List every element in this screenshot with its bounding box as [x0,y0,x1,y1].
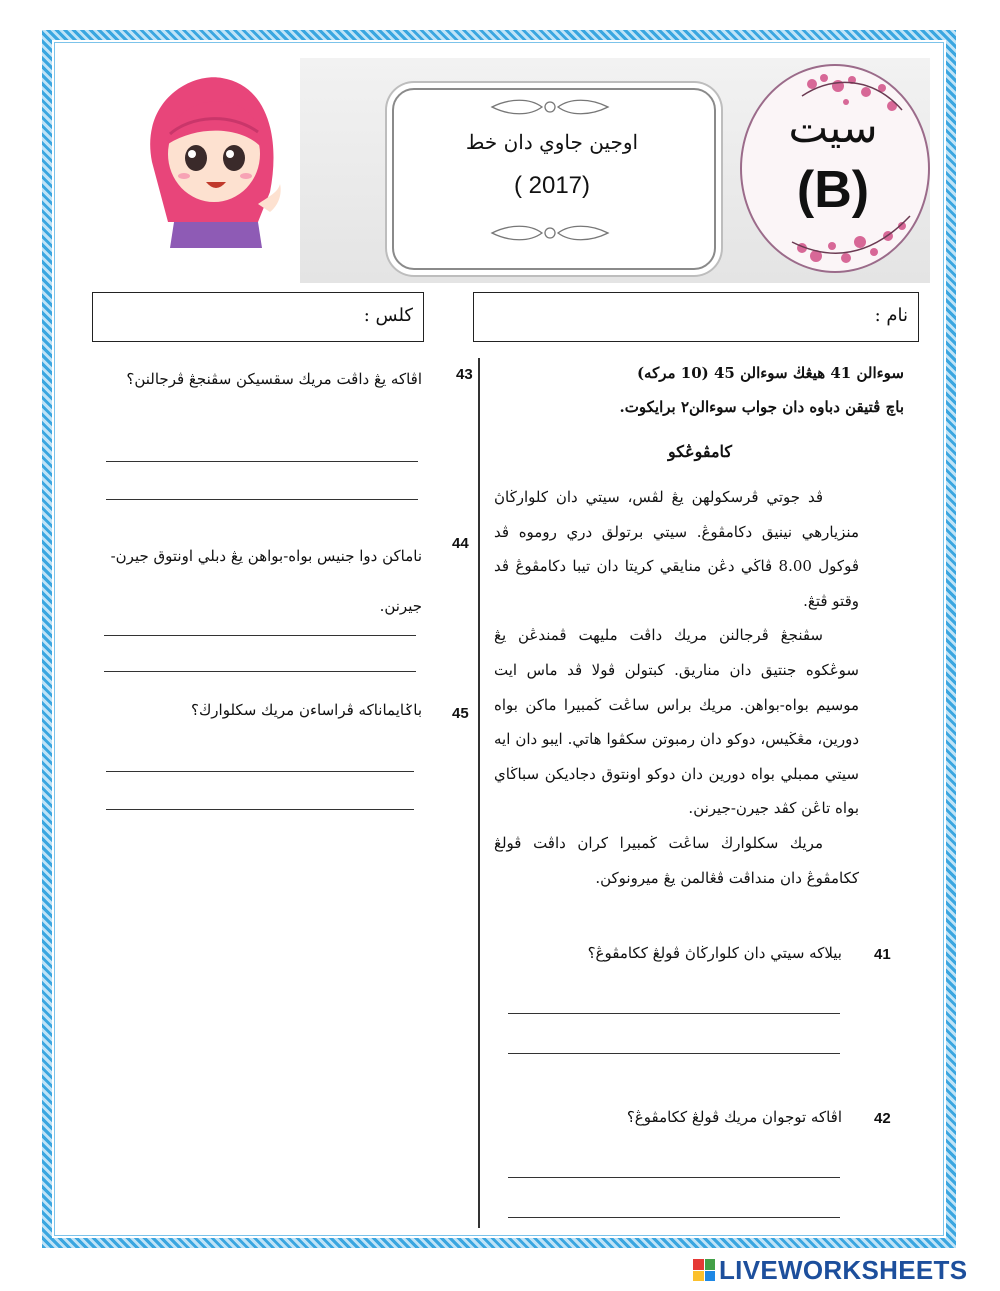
column-divider [478,358,480,1228]
name-field[interactable] [473,292,919,342]
instruction-line-1: سوءالن 41 هيڠڬ سوءالن 45 (10 مركه) [636,364,904,382]
answer-line-43a[interactable] [106,438,418,462]
question-text-43: اڤاكه يڠ داڤت مريك سقسيكن سڤنجڠ ڤرجالنن؟ [126,370,422,388]
instruction-line-2: باچ ڤتيقن دباوه دان جواب سوءالن٢ برايكوت. [619,398,904,416]
question-text-45: باݢايماناكه ڤراساءن مريك سكلوارڬ؟ [190,701,422,719]
liveworksheets-watermark [693,1256,967,1284]
passage-paragraph: مريك سكلوارڬ ساڠت ڬمبيرا كران داڤت ڤولڠ ككامڤوڠ دان منداڤت ڤڠالمن يڠ ميرونوكن. [494,833,859,887]
badge-letter: (B) [796,161,870,219]
class-input[interactable] [101,301,343,333]
reading-passage [494,480,859,895]
question-number-44: 44 [452,535,469,552]
answer-line-42a[interactable] [508,1154,840,1178]
passage-paragraph: ڤد جوتي ڤرسكولهن يڠ لڤس، سيتي دان كلوارڬاڽ منزيارهي نينيق دكامڤوڠ. سيتي برتولق دري روموه ڤد ڤوكول 8.00 ڤاڬي دڠن منايقي كريتا دان تيبا دكامڤوڠ ڤد وقتو ڤتڠ. [494,488,859,610]
class-label: كلس : [363,305,413,326]
answer-line-43b[interactable] [106,476,418,500]
watermark-text: LIVEWORKSHEETS [719,1254,968,1285]
question-text-44: ناماكن دوا جنيس بواه-بواهن يڠ دبلي اونتوق جيرن-جيرنن. [110,547,422,615]
worksheet-title: اوجين جاوي دان خط [465,130,639,154]
girl-hijab-illustration-icon [130,72,290,252]
ornament-bottom-icon [490,222,610,244]
ornament-top-icon [490,96,610,118]
name-label: نام : [874,305,908,326]
question-number-43: 43 [456,366,473,383]
answer-line-41a[interactable] [508,990,840,1014]
passage-paragraph: سڤنجڠ ڤرجالنن مريك داڤت مليهت ڤمندڠن يڠ سوڠكوه جنتيق دان مناريق. كبتولن ڤولا ڤد ماس ايت موسيم بواه-بواهن. مريك براس ساڠت ڬمبيرا ماكن بواه دورين، مڠڬيس، دوكو دان رمبوتن سكڤوا هاتي. ايبو دان ايه سيتي ممبلي بواه دورين دان دوكو اونتوق دجاديكن سباڬاي بواه تاڠن كڤد جيرن-جيرنن. [494,626,859,818]
badge-word: سيت [788,103,878,152]
worksheet-year: ( 2017) [513,172,591,199]
answer-line-45a[interactable] [106,748,414,772]
liveworksheets-logo-icon [693,1259,715,1281]
question-number-45: 45 [452,705,469,722]
question-text-41: بيلاكه سيتي دان كلوارڬاڽ ڤولڠ ككامڤوڠ؟ [587,944,842,962]
name-input[interactable] [482,301,838,333]
class-field[interactable] [92,292,424,342]
answer-line-41b[interactable] [508,1030,840,1054]
passage-title: كامڤوڠكو [667,442,733,461]
answer-line-44a[interactable] [104,612,416,636]
answer-line-42b[interactable] [508,1194,840,1218]
answer-line-45b[interactable] [106,786,414,810]
question-text-42: اڤاكه توجوان مريك ڤولڠ ككامڤوڠ؟ [626,1108,842,1126]
answer-line-44b[interactable] [104,648,416,672]
question-number-41: 41 [874,946,891,963]
question-number-42: 42 [874,1110,891,1127]
